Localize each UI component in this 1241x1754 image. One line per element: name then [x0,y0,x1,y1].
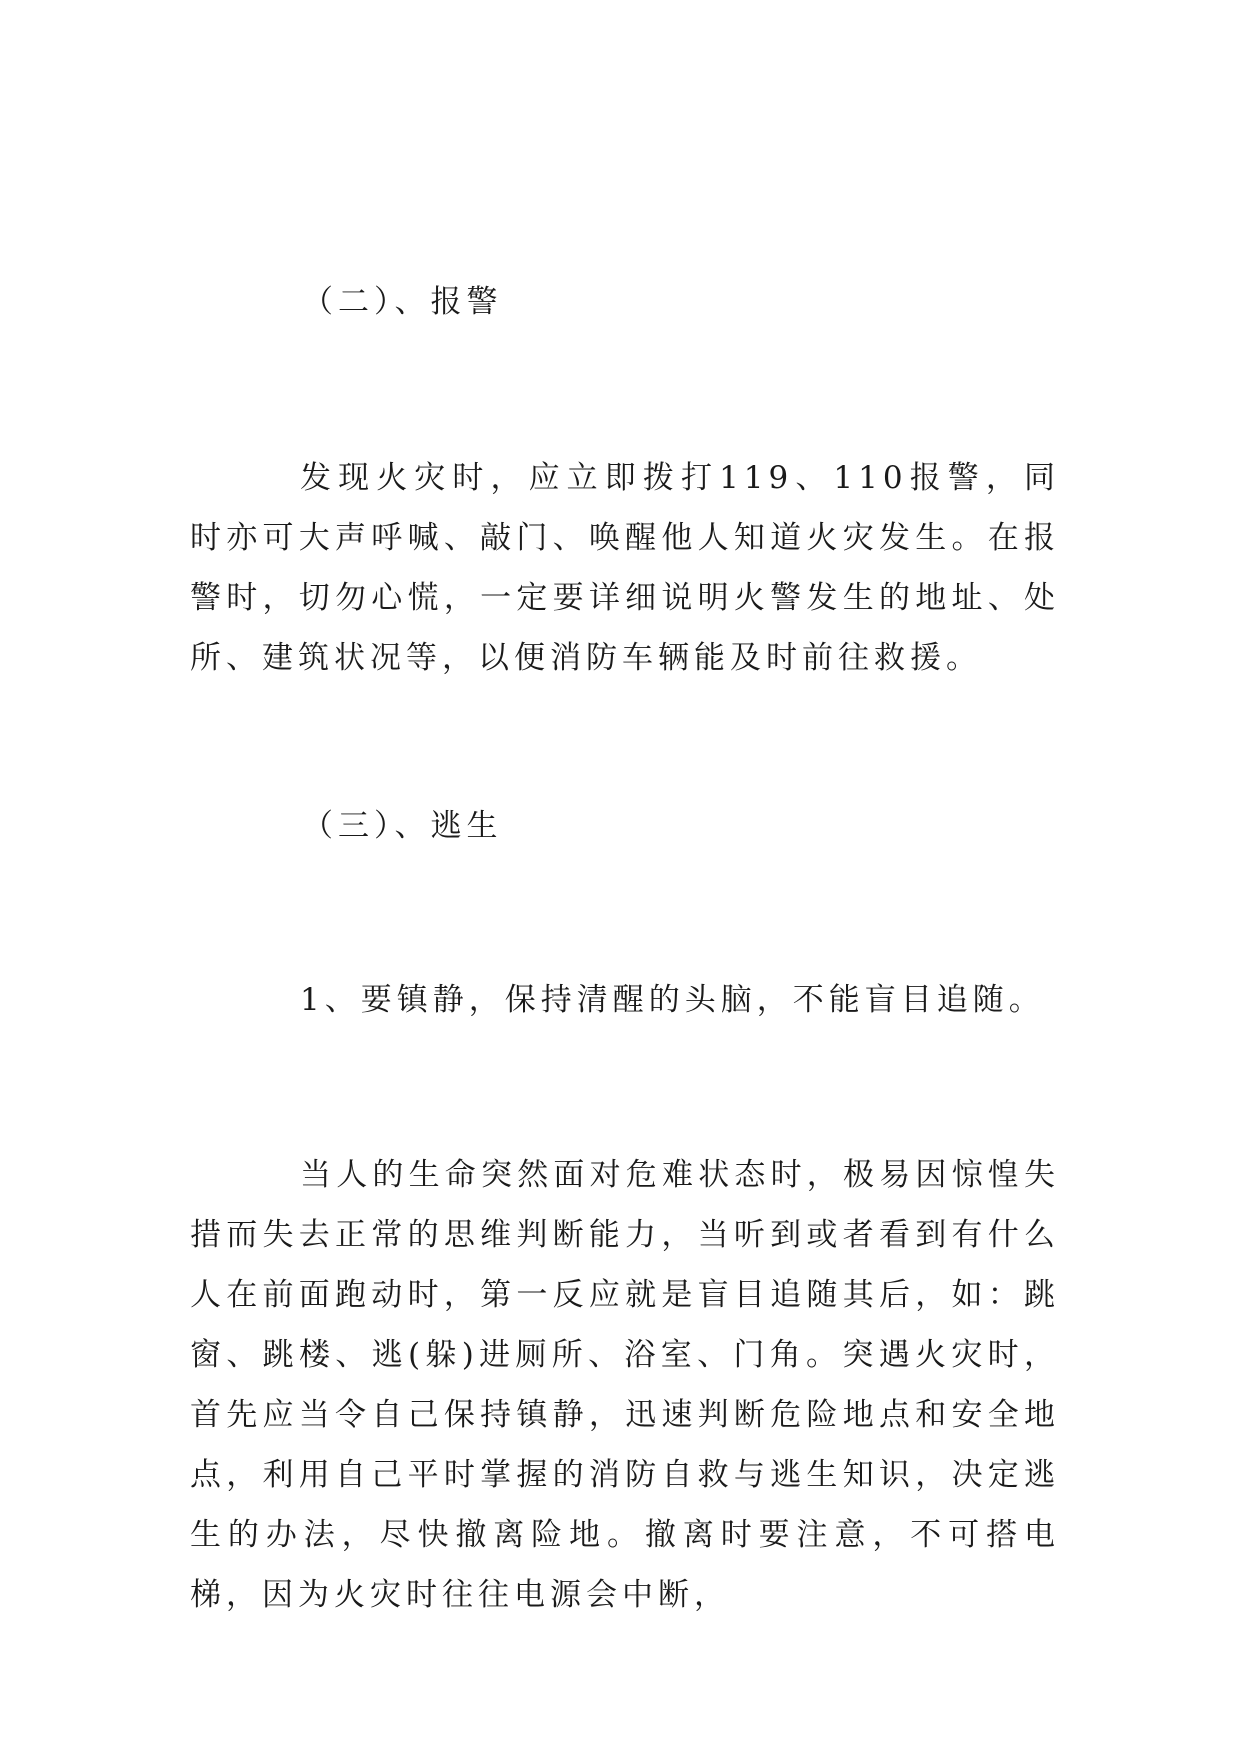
escape-paragraph: 当人的生命突然面对危难状态时，极易因惊惶失措而失去正常的思维判断能力，当听到或者看到有什么人在前面跑动时，第一反应就是盲目追随其后，如：跳窗、跳楼、逃(躲)进厕所、浴室、门角。突遇火灾时，首先应当令自己保持镇静，迅速判断危险地点和安全地点，利用自己平时掌握的消防自救与逃生知识，决定逃生的办法，尽快撤离险地。撤离时要注意，不可搭电梯，因为火灾时往往电源会中断， [190,1157,1060,1613]
escape-item-1: 1、要镇静，保持清醒的头脑，不能盲目追随。 [300,982,1045,1018]
alarm-paragraph: 发现火灾时，应立即拨打119、110报警，同时亦可大声呼喊、敲门、唤醒他人知道火灾发生。在报警时，切勿心慌，一定要详细说明火警发生的地址、处所、建筑状况等，以便消防车辆能及时前往救援。 [190,460,1060,676]
section-heading-alarm: （二）、报警 [302,284,503,320]
section-heading-escape: （三）、逃生 [302,808,503,844]
